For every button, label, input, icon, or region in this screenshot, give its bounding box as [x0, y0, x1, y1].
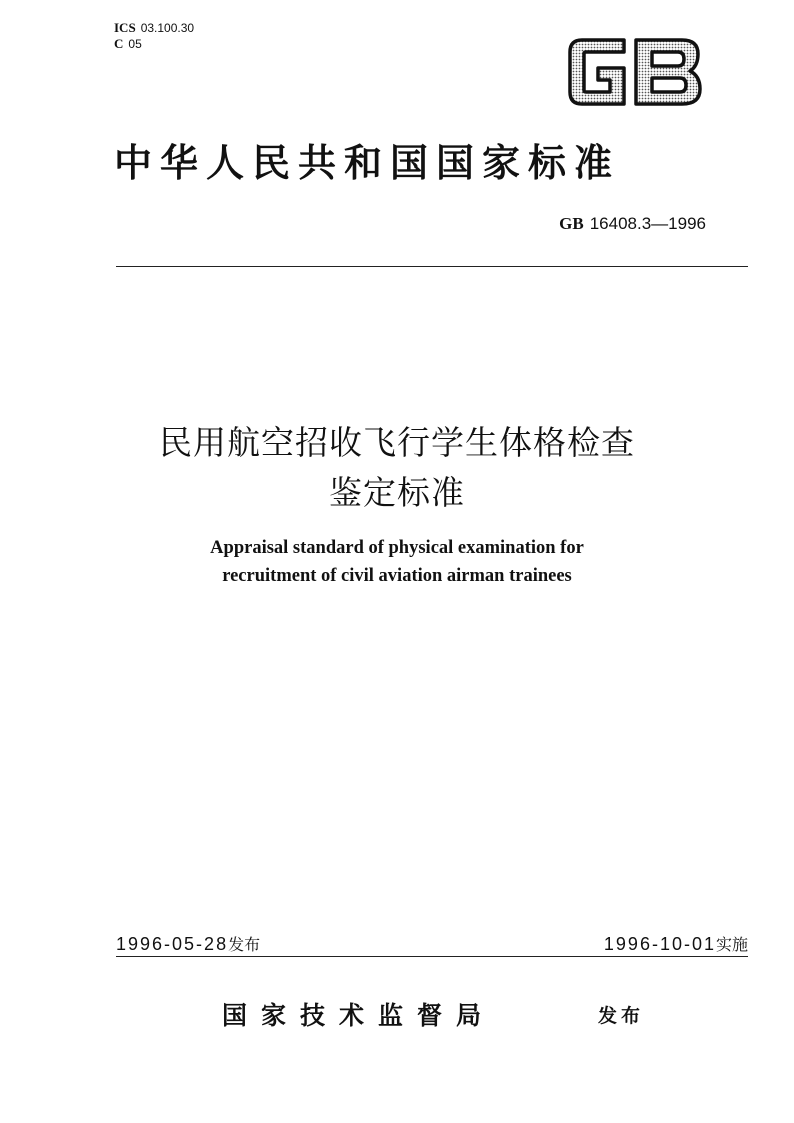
ccs-code-line [114, 36, 194, 52]
bottom-divider [116, 956, 748, 957]
gb-logo [566, 34, 704, 110]
national-standard-title: 中华人民共和国国家标准 [114, 140, 621, 185]
ccs-code: 05 [128, 37, 142, 51]
standard-prefix: GB [559, 214, 584, 233]
implementation-date-suffix: 实施 [715, 935, 748, 954]
ics-label: ICS [114, 20, 136, 35]
chinese-title-line-2: 鉴定标准 [329, 473, 465, 512]
implementation-date-value: 1996-10-01 [603, 934, 716, 954]
standard-code: 16408.3—1996 [589, 214, 706, 233]
gb-logo-icon [566, 34, 704, 110]
issue-date-suffix: 发布 [228, 935, 261, 954]
publisher-name: 国家技术监督局 [222, 1001, 496, 1030]
english-title-line-1: Appraisal standard of physical examination for [210, 538, 584, 558]
issue-date-value: 1996-05-28 [116, 934, 229, 954]
standard-number [559, 214, 706, 234]
classification-codes [114, 20, 194, 52]
english-title-line-2: recruitment of civil aviation airman trainees [222, 566, 572, 586]
date-row [116, 932, 748, 954]
ics-code-line [114, 20, 194, 36]
ccs-label: C [114, 36, 124, 51]
issue-date [116, 932, 260, 955]
publisher-action: 发布 [598, 1005, 645, 1027]
implementation-date [604, 932, 748, 955]
chinese-title-line-1: 民用航空招收飞行学生体格检查 [159, 423, 635, 462]
ics-code: 03.100.30 [140, 21, 195, 35]
top-divider [116, 266, 748, 267]
